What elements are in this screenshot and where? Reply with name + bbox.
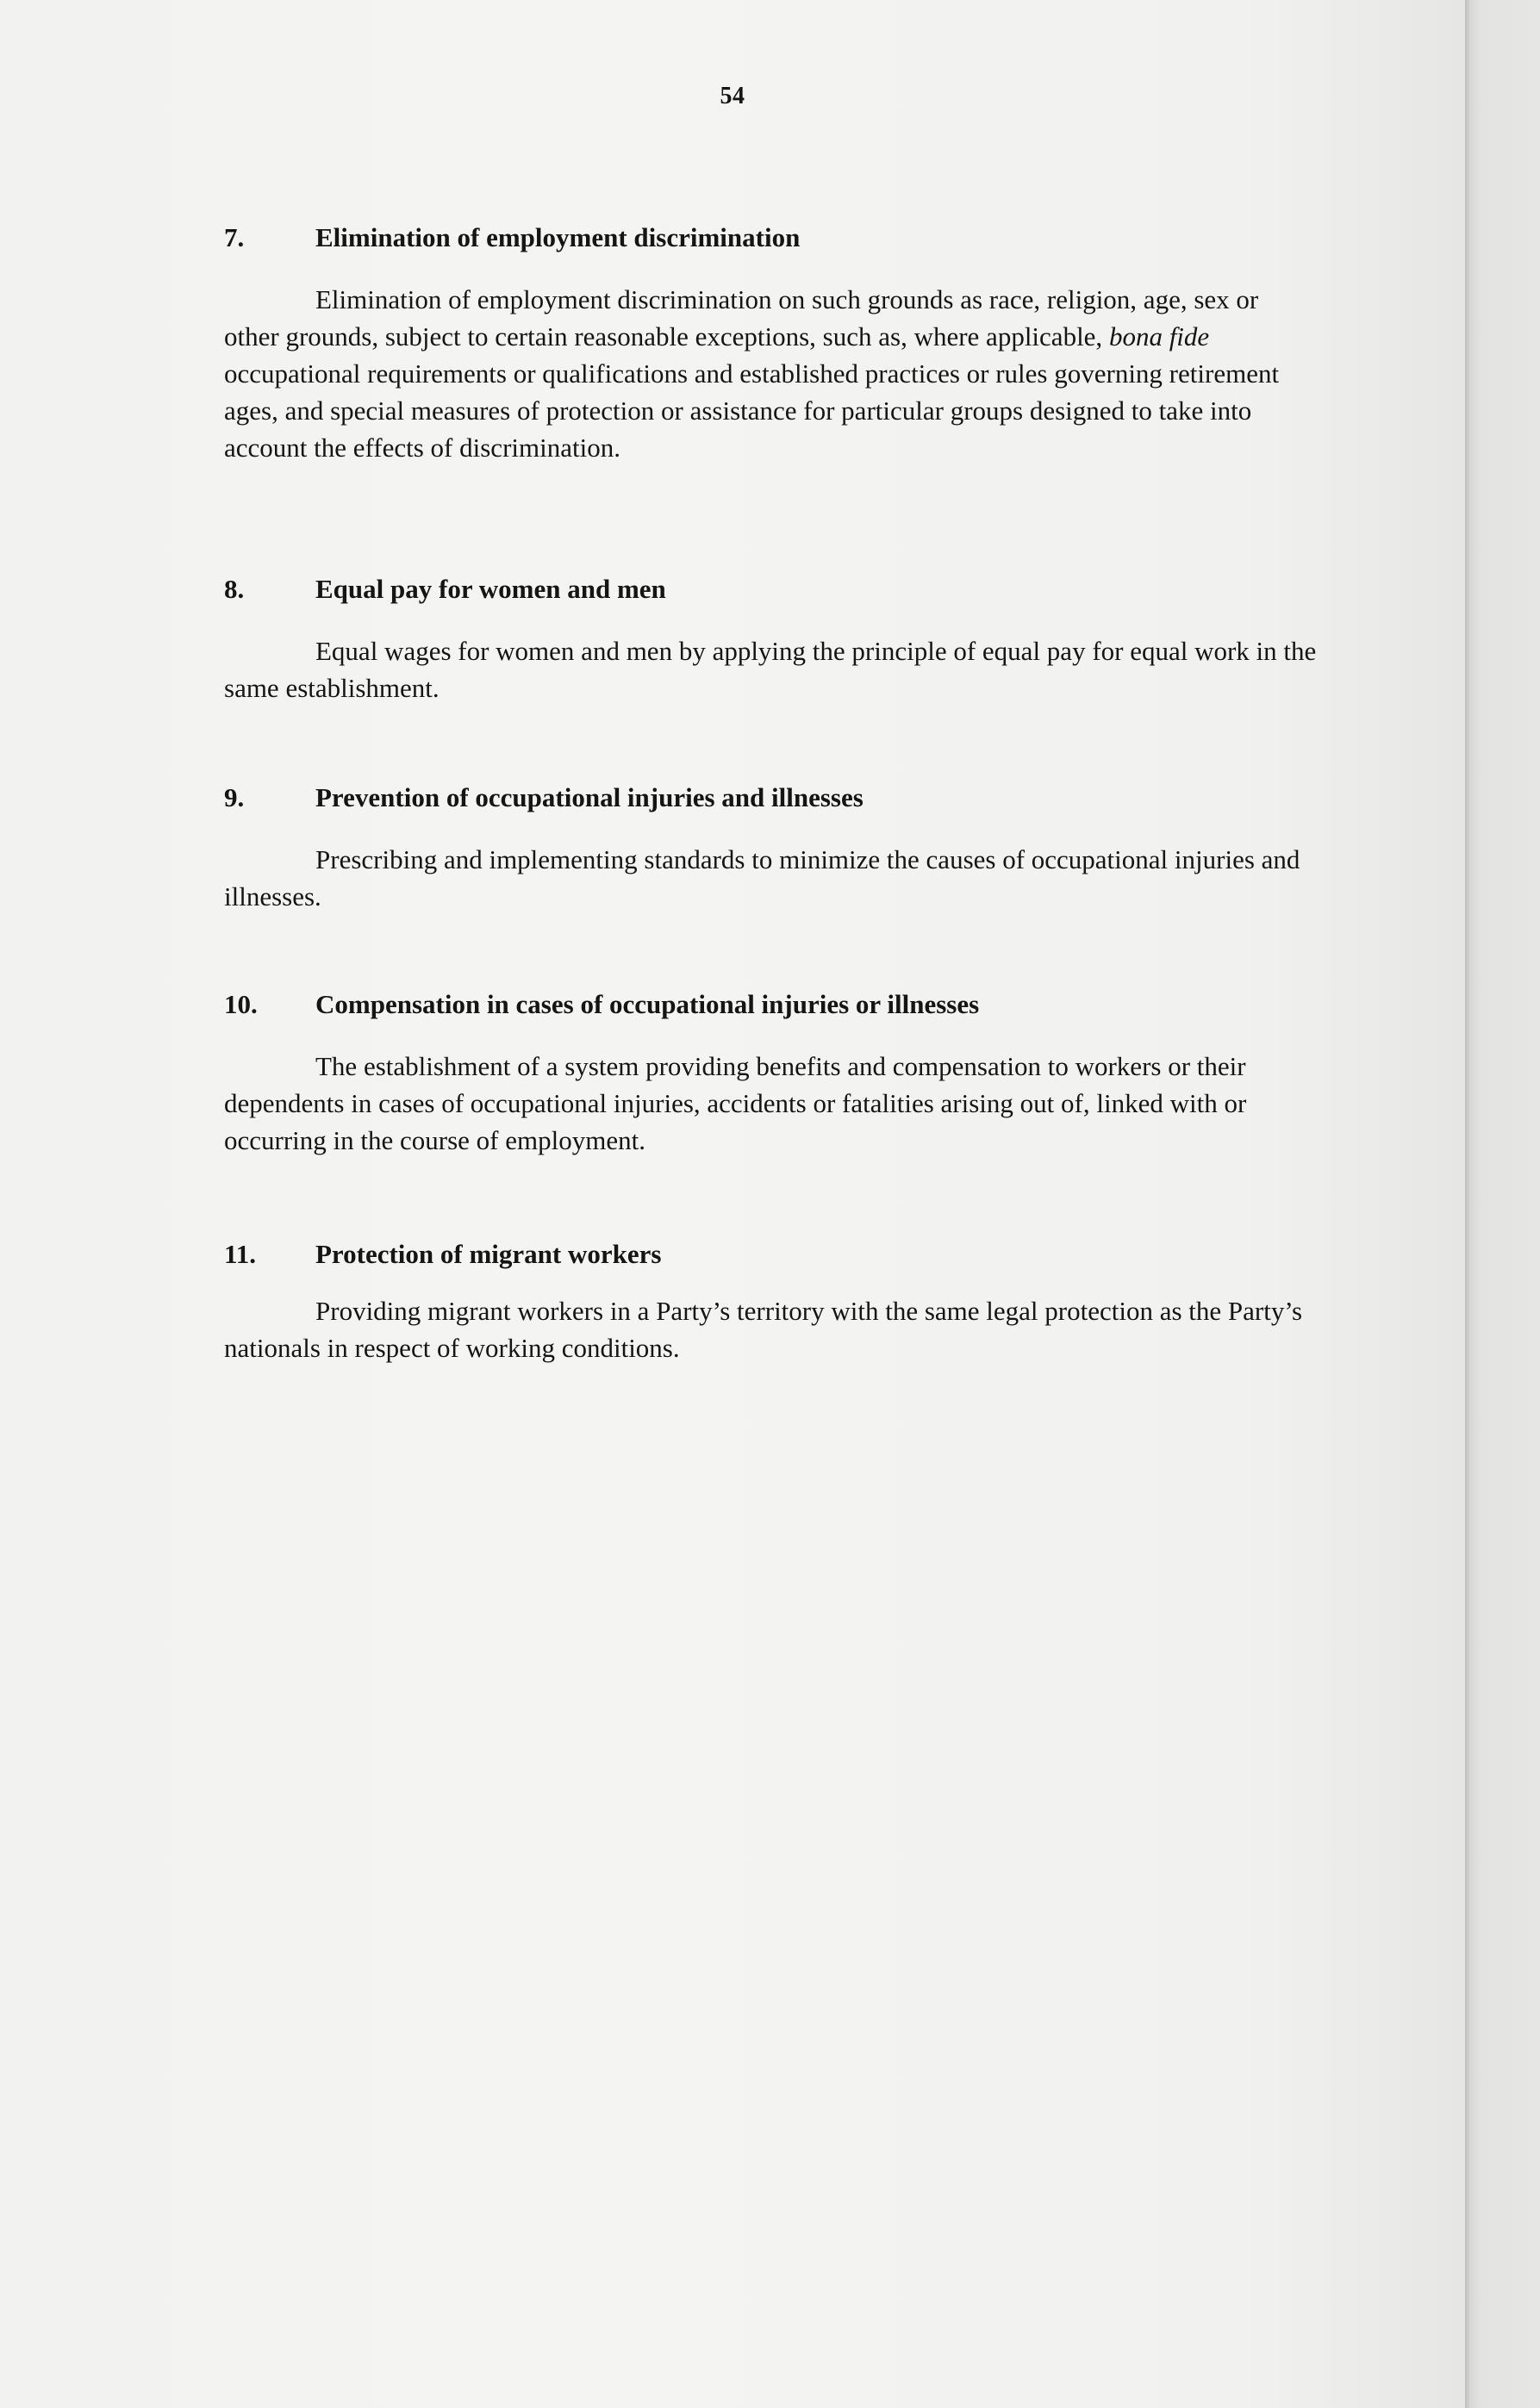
section-heading bbox=[224, 987, 1319, 1022]
page-edge-shadow bbox=[1465, 0, 1540, 2408]
section-body: The establishment of a system providing benefits and compensation to workers or their dependents in cases of occupational injuries, accidents or fatalities arising out of, linked with or occurring in the course of employment. bbox=[224, 1051, 1247, 1155]
page-number: 54 bbox=[720, 83, 745, 109]
section-11 bbox=[224, 1237, 1319, 1366]
section-title: Elimination of employment discrimination bbox=[315, 222, 801, 252]
section-title: Equal pay for women and men bbox=[315, 574, 666, 604]
section-10 bbox=[224, 987, 1319, 1159]
section-heading bbox=[224, 221, 1319, 255]
section-title: Compensation in cases of occupational injuries or illnesses bbox=[315, 989, 980, 1019]
section-heading bbox=[224, 781, 1319, 815]
section-body: Equal wages for women and men by applying the principle of equal pay for equal work in the same establishment. bbox=[224, 636, 1317, 703]
section-title: Protection of migrant workers bbox=[315, 1239, 662, 1269]
section-heading bbox=[224, 1237, 1319, 1272]
section-number: 10. bbox=[224, 989, 258, 1019]
section-body: Providing migrant workers in a Party’s territory with the same legal protection as the Party’s nationals in respect of working conditions. bbox=[224, 1296, 1303, 1363]
section-7 bbox=[224, 221, 1319, 466]
section-number: 11. bbox=[224, 1239, 257, 1269]
body-text-italic: bona fide bbox=[1108, 321, 1210, 352]
body-text-start: Elimination of employment discrimination on such grounds as race, religion, age, sex or other grounds, subject to certain reasonable exceptions, such as, where applicable, bbox=[224, 284, 1259, 352]
body-text-end: occupational requirements or qualifications and established practices or rules governing retirement ages, and special measures of protection or assistance for particular groups designed to take into account the effects of discrimination. bbox=[224, 358, 1280, 463]
section-body: Prescribing and implementing standards to minimize the causes of occupational injuries and illnesses. bbox=[224, 844, 1300, 912]
section-number: 8. bbox=[224, 574, 245, 604]
section-8 bbox=[224, 572, 1319, 706]
section-heading bbox=[224, 572, 1319, 607]
section-number: 7. bbox=[224, 222, 245, 252]
section-9 bbox=[224, 781, 1319, 915]
section-body bbox=[224, 281, 1319, 466]
section-number: 9. bbox=[224, 782, 245, 812]
section-title: Prevention of occupational injuries and illnesses bbox=[315, 782, 864, 812]
